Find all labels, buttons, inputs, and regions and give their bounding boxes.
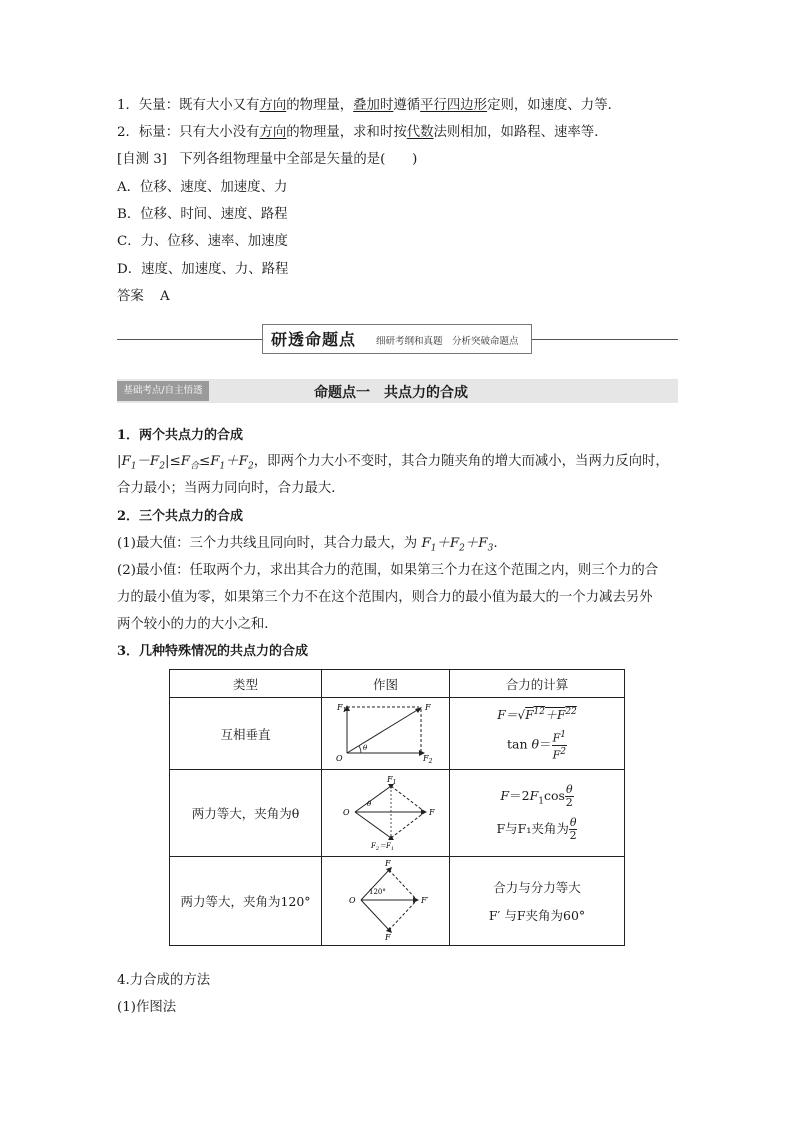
row2-calc: $F=2F_1\cos$ $\frac{\theta}{2}$ F与F₁夹角为 $\frac{\theta}{2}$ bbox=[450, 770, 625, 857]
vector-definition: 1．矢量：既有大小又有方向的物理量，叠加时遵循平行四边形定则，如速度、力等． bbox=[117, 98, 621, 113]
svg-text:F2: $F_2$ bbox=[422, 754, 432, 763]
answer-label: 答案 bbox=[117, 289, 144, 304]
table-row bbox=[170, 770, 625, 857]
three-forces-min-2: 力的最小值为零，如果第三个力不在这个范围内，则合力的最小值为最大的一个力减去另外 bbox=[117, 590, 653, 605]
header-rule-right bbox=[530, 339, 678, 340]
svg-text:O: O bbox=[335, 754, 343, 763]
svg-text:F1: $F_1$ bbox=[386, 774, 396, 786]
scalar-definition: 2．标量：只有大小没有方向的物理量，求和时按代数法则相加，如路程、速率等． bbox=[117, 125, 608, 140]
option-d: D．速度、加速度、力、路程 bbox=[117, 262, 289, 277]
svg-text:120°: 120° bbox=[368, 887, 386, 896]
table-header-row bbox=[170, 670, 625, 698]
row1-calc: $F=√F^{12}+F^{22}$ tan θ＝ $\frac{F^1}{F^2}$ bbox=[450, 698, 625, 770]
heading-two-forces: 1．两个共点力的合成 bbox=[117, 428, 244, 443]
row3-calc-line1: 合力与分力等大 bbox=[493, 880, 581, 895]
row1-type: 互相垂直 bbox=[170, 698, 322, 770]
topic-tag: 基础考点/自主悟透 bbox=[117, 381, 209, 401]
two-forces-rule: $|F_1-F_2|\le F_合\le F_1+F_2$，即两个力大小不变时，其合力随夹角的增大而减小，当两力反向时， bbox=[117, 454, 669, 472]
row2-figure bbox=[322, 770, 450, 857]
heading-three-forces: 2．三个共点力的合成 bbox=[117, 509, 244, 524]
answer-line bbox=[117, 288, 170, 306]
three-forces-min-1: (2)最小值：任取两个力，求出其合力的范围，如果第三个力在这个范围之内，则三个力的合 bbox=[117, 563, 659, 578]
row1-figure bbox=[322, 698, 450, 770]
option-c: C．力、位移、速率、加速度 bbox=[117, 234, 288, 249]
heading-special-cases: 3．几种特殊情况的共点力的合成 bbox=[117, 644, 309, 659]
self-test-question bbox=[117, 151, 417, 169]
svg-text:θ: θ bbox=[362, 744, 367, 752]
header-type: 类型 bbox=[170, 670, 322, 698]
svg-text:F: F bbox=[428, 807, 435, 817]
topic-title: 命题点一 共点力的合成 bbox=[314, 385, 468, 401]
svg-text:F1: $F_1$ bbox=[336, 703, 346, 714]
heading-methods: 4.力合成的方法 bbox=[117, 973, 211, 988]
table-row bbox=[170, 857, 625, 946]
option-a: A．位移、速度、加速度、力 bbox=[117, 180, 288, 195]
self-test-tag: [自测 3] bbox=[117, 152, 168, 167]
svg-text:F: F bbox=[384, 859, 391, 868]
option-b: B．位移、时间、速度、路程 bbox=[117, 207, 288, 222]
three-forces-max: (1)最大值：三个力共线且同向时，其合力最大，为 $F_1+F_2+F_3$. bbox=[117, 536, 498, 554]
section-subtitle: 细研考纲和真题 分析突破命题点 bbox=[376, 336, 519, 347]
section-title: 研透命题点 bbox=[265, 327, 362, 350]
row3-type: 两力等大，夹角为120° bbox=[170, 857, 322, 946]
two-forces-rule-cont: 合力最小；当两力同向时，合力最大． bbox=[117, 481, 345, 496]
svg-text:F: F bbox=[424, 703, 431, 712]
header-rule-left bbox=[117, 339, 262, 340]
header-figure: 作图 bbox=[322, 670, 450, 698]
perpendicular-diagram bbox=[331, 701, 441, 763]
svg-text:θ: θ bbox=[366, 799, 371, 808]
question-text: 下列各组物理量中全部是矢量的是( ) bbox=[179, 152, 418, 167]
svg-text:O: O bbox=[348, 895, 356, 905]
equal-forces-120-diagram bbox=[331, 860, 441, 940]
row3-calc-line2: F′ 与F夹角为60° bbox=[488, 908, 586, 923]
equal-forces-diagram bbox=[331, 774, 441, 850]
header-calc: 合力的计算 bbox=[450, 670, 625, 698]
svg-text:F′: F′ bbox=[420, 895, 428, 905]
svg-text:O: O bbox=[342, 807, 350, 817]
row2-type: 两力等大，夹角为θ bbox=[170, 770, 322, 857]
special-cases-table bbox=[169, 669, 625, 946]
row2-note: F与F₁夹角为 bbox=[496, 821, 569, 836]
svg-text:F: F bbox=[384, 932, 391, 940]
method-drawing: (1)作图法 bbox=[117, 1000, 177, 1015]
answer-value: A bbox=[160, 289, 170, 304]
three-forces-min-3: 两个较小的力的大小之和． bbox=[117, 617, 278, 632]
table-row bbox=[170, 698, 625, 770]
row3-calc bbox=[450, 857, 625, 946]
row3-figure bbox=[322, 857, 450, 946]
svg-text:F2＝F1: $F_2=F_1$ bbox=[370, 841, 394, 850]
